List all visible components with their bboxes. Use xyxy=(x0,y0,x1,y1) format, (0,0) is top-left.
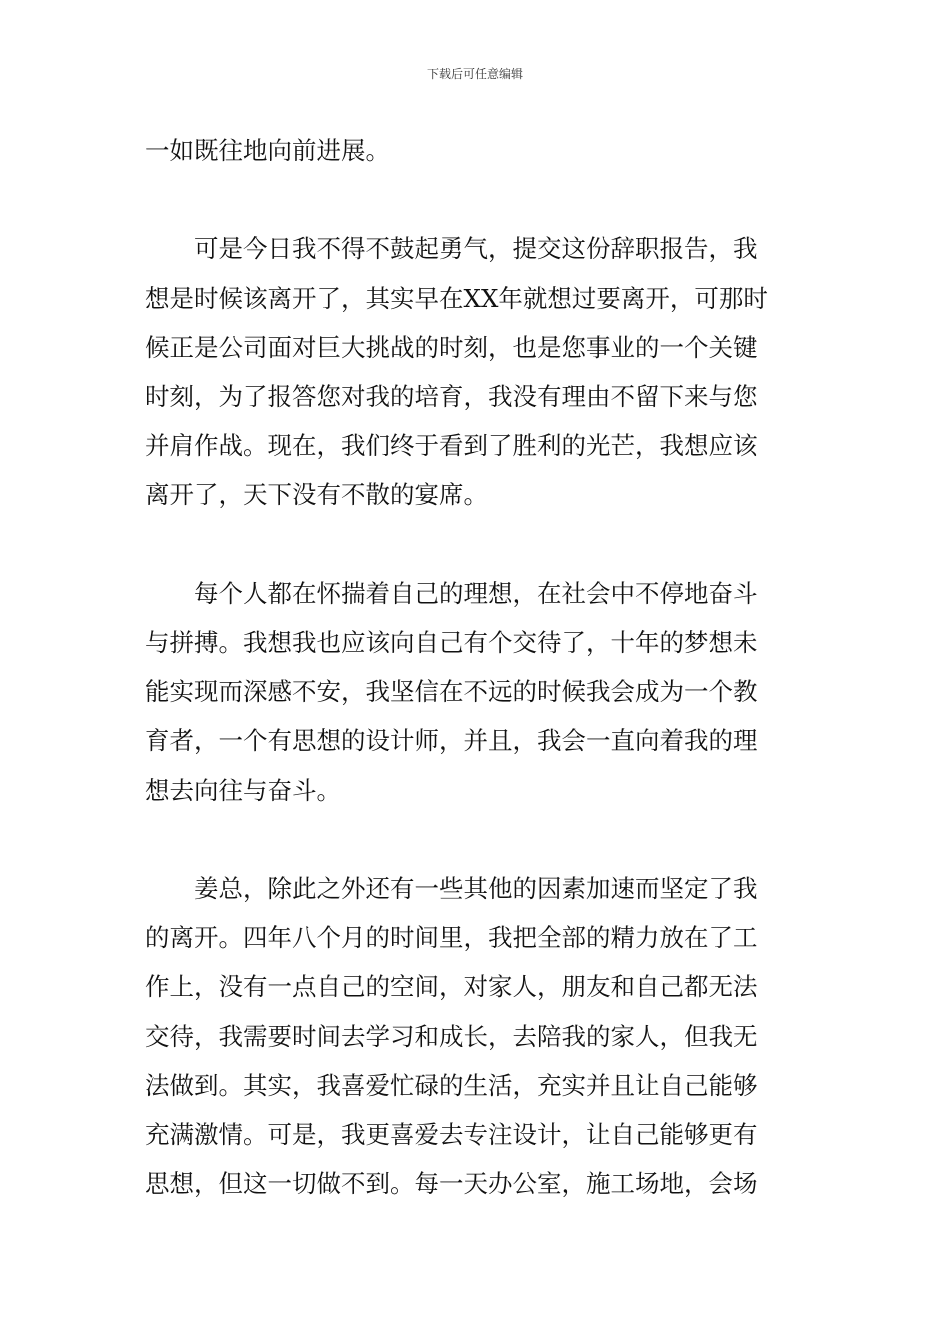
paragraph-line: 离开了，天下没有不散的宴席。 xyxy=(145,480,488,510)
paragraph-line: 充满激情。可是，我更喜爱去专注设计，让自己能够更有 xyxy=(145,1120,758,1150)
document-body xyxy=(145,126,810,1258)
paragraph-line: 想去向往与奋斗。 xyxy=(145,775,341,805)
paragraph-line: 每个人都在怀揣着自己的理想，在社会中不停地奋斗 xyxy=(194,578,758,608)
page-header: 下载后可任意编辑 xyxy=(426,67,523,81)
paragraph-line: 交待，我需要时间去学习和成长，去陪我的家人，但我无 xyxy=(145,1021,758,1051)
paragraph-line: 想是时候该离开了，其实早在XX年就想过要离开，可那时 xyxy=(145,283,768,313)
paragraph-line: 思想，但这一切做不到。每一天办公室，施工场地，会场 xyxy=(145,1169,758,1199)
paragraph-line: 法做到。其实，我喜爱忙碌的生活，充实并且让自己能够 xyxy=(145,1070,758,1100)
paragraph-line: 育者，一个有思想的设计师，并且，我会一直向着我的理 xyxy=(145,726,758,756)
paragraph-2 xyxy=(145,224,810,519)
paragraph-3 xyxy=(145,569,810,815)
paragraph-line: 一如既往地向前进展。 xyxy=(145,136,390,165)
paragraph-line: 候正是公司面对巨大挑战的时刻，也是您事业的一个关键 xyxy=(145,332,758,362)
paragraph-line: 作上，没有一点自己的空间，对家人，朋友和自己都无法 xyxy=(145,972,758,1002)
paragraph-line: 并肩作战。现在，我们终于看到了胜利的光芒，我想应该 xyxy=(145,431,758,461)
paragraph-4 xyxy=(145,864,810,1208)
paragraph-line: 时刻，为了报答您对我的培育，我没有理由不留下来与您 xyxy=(145,382,758,411)
paragraph-line: 可是今日我不得不鼓起勇气，提交这份辞职报告，我 xyxy=(194,234,758,264)
paragraph-line: 能实现而深感不安，我坚信在不远的时候我会成为一个教 xyxy=(145,677,758,707)
paragraph-line: 的离开。四年八个月的时间里，我把全部的精力放在了工 xyxy=(145,923,758,953)
paragraph-line: 姜总，除此之外还有一些其他的因素加速而坚定了我 xyxy=(194,874,758,903)
paragraph-1 xyxy=(145,126,810,175)
paragraph-line: 与拼搏。我想我也应该向自己有个交待了，十年的梦想未 xyxy=(145,628,758,657)
